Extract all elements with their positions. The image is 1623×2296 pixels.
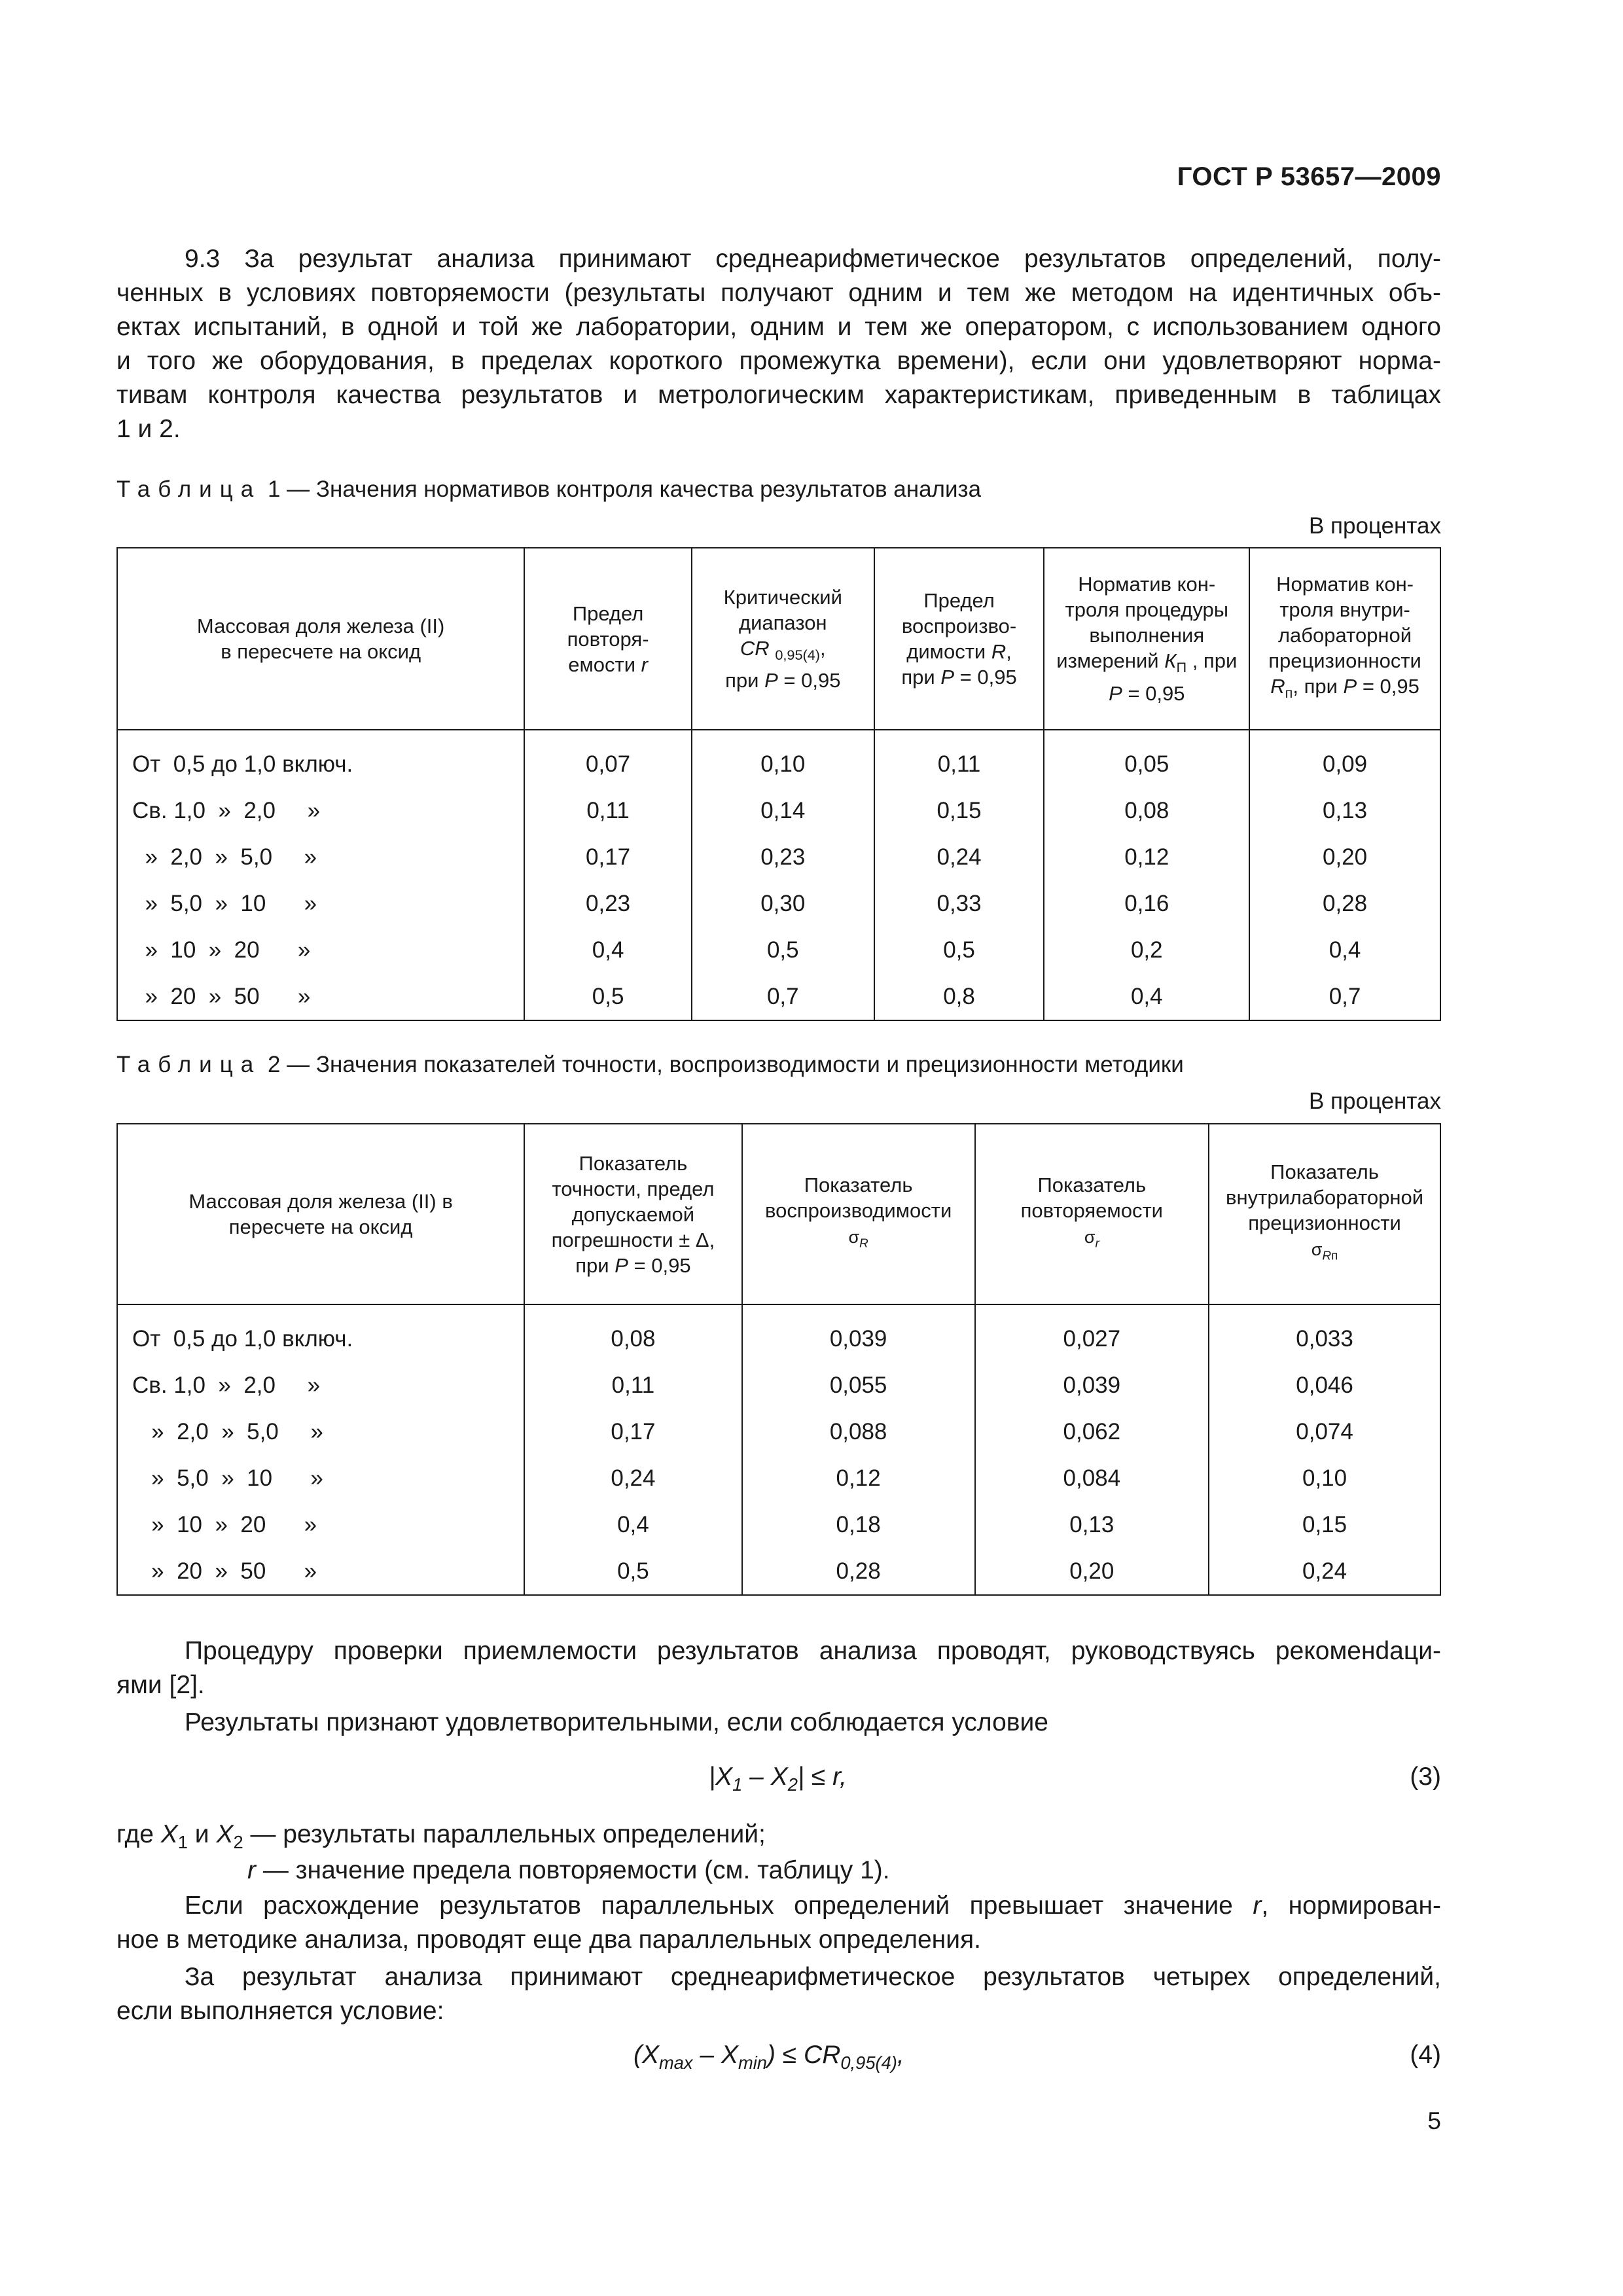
table2-value-cell: 0,24 xyxy=(524,1455,742,1501)
table2-value-cell: 0,11 xyxy=(524,1362,742,1408)
table1-value-cell: 0,24 xyxy=(874,834,1044,880)
table2-range-cell: » 10 » 20 » xyxy=(117,1501,524,1548)
table2-row xyxy=(117,1455,1440,1501)
table2-col-mass-fraction: Массовая доля железа (II) в пересчете на оксид xyxy=(117,1124,524,1304)
table2-value-cell: 0,28 xyxy=(742,1548,975,1595)
table1-value-cell: 0,12 xyxy=(1044,834,1249,880)
table1-range-cell: » 20 » 50 » xyxy=(117,973,524,1020)
table1-value-cell: 0,13 xyxy=(1249,787,1440,834)
table1-value-cell: 0,28 xyxy=(1249,880,1440,927)
table2 xyxy=(116,1123,1441,1596)
table2-value-cell: 0,20 xyxy=(975,1548,1209,1595)
paragraph-line: ное в методике анализа, проводят еще два параллельных определения. xyxy=(116,1926,981,1954)
table2-row xyxy=(117,1501,1440,1548)
table2-value-cell: 0,4 xyxy=(524,1501,742,1548)
table1-caption-text: 1 — Значения нормативов контроля качества результатов анализа xyxy=(267,476,982,502)
table2-header-row xyxy=(117,1124,1440,1304)
equation-3: $|X_1 - X_2| \le r$, xyxy=(709,1763,847,1795)
table2-value-cell: 0,24 xyxy=(1209,1548,1440,1595)
table1-row xyxy=(117,927,1440,973)
table2-value-cell: 0,084 xyxy=(975,1455,1209,1501)
paragraph-line: ченных в условиях повторяемости (результаты получают одним и тем же методом на идентичных объ- xyxy=(116,279,1441,307)
table2-col-accuracy: Показатель точности, предел допускаемой погрешности ± Δ, при P = 0,95 xyxy=(524,1124,742,1304)
table2-range-cell: От 0,5 до 1,0 включ. xyxy=(117,1304,524,1362)
table1-value-cell: 0,09 xyxy=(1249,730,1440,787)
table1-value-cell: 0,5 xyxy=(692,927,874,973)
table1-col-reproducibility-limit: Предел воспроизво- димости R, при P = 0,95 xyxy=(874,548,1044,730)
table1-range-cell: » 2,0 » 5,0 » xyxy=(117,834,524,880)
table1-value-cell: 0,7 xyxy=(692,973,874,1020)
table1-value-cell: 0,07 xyxy=(524,730,692,787)
table2-value-cell: 0,033 xyxy=(1209,1304,1440,1362)
paragraph-line: ектах испытаний, в одной и той же лаборатории, одним и тем же оператором, с использованием одного xyxy=(116,313,1441,341)
where-r: r — значение предела повторяемости (см. таблицу 1). xyxy=(247,1856,890,1884)
table1-row xyxy=(117,787,1440,834)
table1-col-procedure-norm: Норматив кон- троля процедуры выполнения измерений $К_П$ , при P = 0,95 xyxy=(1044,548,1249,730)
page-number: 5 xyxy=(1427,2108,1441,2134)
table1-value-cell: 0,4 xyxy=(1249,927,1440,973)
table1-value-cell: 0,4 xyxy=(1044,973,1249,1020)
table2-value-cell: 0,12 xyxy=(742,1455,975,1501)
table1-value-cell: 0,23 xyxy=(692,834,874,880)
paragraph-line: 9.3 За результат анализа принимают среднеарифметическое результатов определений, полу- xyxy=(185,245,1441,273)
table1-col-repeatability-limit: Предел повторя- емости r xyxy=(524,548,692,730)
table2-value-cell: 0,074 xyxy=(1209,1408,1440,1455)
table2-value-cell: 0,5 xyxy=(524,1548,742,1595)
table1-header-row xyxy=(117,548,1440,730)
table1 xyxy=(116,547,1441,1021)
paragraph-line: если выполняется условие: xyxy=(116,1997,444,2025)
table2-value-cell: 0,039 xyxy=(742,1304,975,1362)
table1-value-cell: 0,8 xyxy=(874,973,1044,1020)
table2-row xyxy=(117,1304,1440,1362)
table1-value-cell: 0,7 xyxy=(1249,973,1440,1020)
table2-value-cell: 0,17 xyxy=(524,1408,742,1455)
table2-row xyxy=(117,1362,1440,1408)
table1-value-cell: 0,05 xyxy=(1044,730,1249,787)
table2-value-cell: 0,055 xyxy=(742,1362,975,1408)
paragraph-line: 1 и 2. xyxy=(116,415,181,443)
paragraph-line: Процедуру проверки приемлемости результатов анализа проводят, руководствуясь рекоменdaци- xyxy=(185,1637,1441,1665)
table2-value-cell: 0,039 xyxy=(975,1362,1209,1408)
paragraph-line: За результат анализа принимают среднеарифметическое результатов четырех определений, xyxy=(185,1963,1441,1991)
table1-row xyxy=(117,973,1440,1020)
table1-row xyxy=(117,880,1440,927)
table1-value-cell: 0,2 xyxy=(1044,927,1249,973)
table2-caption-text: 2 — Значения показателей точности, воспроизводимости и прецизионности методики xyxy=(267,1052,1184,1077)
paragraph-divergence xyxy=(116,1889,1441,1957)
table1-value-cell: 0,5 xyxy=(524,973,692,1020)
table2-col-intralab-precision: Показатель внутрилабораторной прецизионности $\sigma_{Rп}$ xyxy=(1209,1124,1440,1304)
paragraph-condition: Результаты признают удовлетворительными, если соблюдается условие xyxy=(185,1708,1048,1736)
table1-value-cell: 0,17 xyxy=(524,834,692,880)
table2-value-cell: 0,062 xyxy=(975,1408,1209,1455)
table1-range-cell: » 5,0 » 10 » xyxy=(117,880,524,927)
table1-range-cell: От 0,5 до 1,0 включ. xyxy=(117,730,524,787)
table2-col-reproducibility: Показатель воспроизводимости $\sigma_R$ xyxy=(742,1124,975,1304)
table1-value-cell: 0,10 xyxy=(692,730,874,787)
standard-header: ГОСТ Р 53657—2009 xyxy=(1177,162,1441,191)
table2-units: В процентах xyxy=(1308,1088,1441,1114)
table2-row xyxy=(117,1408,1440,1455)
table1-value-cell: 0,15 xyxy=(874,787,1044,834)
table1-value-cell: 0,33 xyxy=(874,880,1044,927)
where-x1-x2: где $X_1$ и $X_2$ — результаты параллельных определений; xyxy=(116,1820,766,1852)
table2-range-cell: Св. 1,0 » 2,0 » xyxy=(117,1362,524,1408)
table1-value-cell: 0,16 xyxy=(1044,880,1249,927)
table1-value-cell: 0,14 xyxy=(692,787,874,834)
table1-value-cell: 0,4 xyxy=(524,927,692,973)
table1-caption xyxy=(116,476,981,503)
table2-value-cell: 0,10 xyxy=(1209,1455,1440,1501)
table2-value-cell: 0,088 xyxy=(742,1408,975,1455)
table1-value-cell: 0,23 xyxy=(524,880,692,927)
table2-value-cell: 0,15 xyxy=(1209,1501,1440,1548)
table1-row xyxy=(117,834,1440,880)
table2-value-cell: 0,046 xyxy=(1209,1362,1440,1408)
table2-value-cell: 0,18 xyxy=(742,1501,975,1548)
paragraph-four-results xyxy=(116,1960,1441,2028)
table1-value-cell: 0,08 xyxy=(1044,787,1249,834)
table1-value-cell: 0,5 xyxy=(874,927,1044,973)
paragraph-line: и того же оборудования, в пределах короткого промежутка времени), если они удовлетворяют норма- xyxy=(116,347,1441,375)
paragraph-procedure xyxy=(116,1634,1441,1702)
table1-row xyxy=(117,730,1440,787)
table2-col-repeatability: Показатель повторяемости $\sigma_r$ xyxy=(975,1124,1209,1304)
paragraph-line: тивам контроля качества результатов и метрологическим характеристикам, приведенным в таблицах xyxy=(116,381,1441,409)
table2-value-cell: 0,08 xyxy=(524,1304,742,1362)
table1-value-cell: 0,20 xyxy=(1249,834,1440,880)
paragraph-9-3 xyxy=(116,242,1441,446)
equation-4: $(X_{max} - X_{min}) \le CR_{0,95(4)}$, xyxy=(633,2041,904,2073)
table1-col-mass-fraction: Массовая доля железа (II) в пересчете на оксид xyxy=(117,548,524,730)
table1-value-cell: 0,11 xyxy=(524,787,692,834)
table1-range-cell: » 10 » 20 » xyxy=(117,927,524,973)
table2-value-cell: 0,13 xyxy=(975,1501,1209,1548)
table1-col-critical-range: Критический диапазон CR $_{0,95(4)}$, при P = 0,95 xyxy=(692,548,874,730)
table2-row xyxy=(117,1548,1440,1595)
table2-value-cell: 0,027 xyxy=(975,1304,1209,1362)
table1-range-cell: Св. 1,0 » 2,0 » xyxy=(117,787,524,834)
table2-caption xyxy=(116,1052,1184,1078)
paragraph-line: Если расхождение результатов параллельных определений превышает значение r, нормирован- xyxy=(185,1892,1442,1920)
table1-col-precision-norm: Норматив кон- троля внутри- лабораторной прецизионности $R_п$, при P = 0,95 xyxy=(1249,548,1440,730)
table1-units: В процентах xyxy=(1308,513,1441,539)
table2-range-cell: » 2,0 » 5,0 » xyxy=(117,1408,524,1455)
table1-value-cell: 0,30 xyxy=(692,880,874,927)
table2-range-cell: » 20 » 50 » xyxy=(117,1548,524,1595)
paragraph-line: ями [2]. xyxy=(116,1671,205,1699)
equation-4-number: (4) xyxy=(1410,2041,1441,2069)
table2-range-cell: » 5,0 » 10 » xyxy=(117,1455,524,1501)
equation-3-number: (3) xyxy=(1410,1763,1441,1791)
table2-caption-word: Таблица xyxy=(116,1052,262,1077)
table1-value-cell: 0,11 xyxy=(874,730,1044,787)
table1-caption-word: Таблица xyxy=(116,476,262,502)
